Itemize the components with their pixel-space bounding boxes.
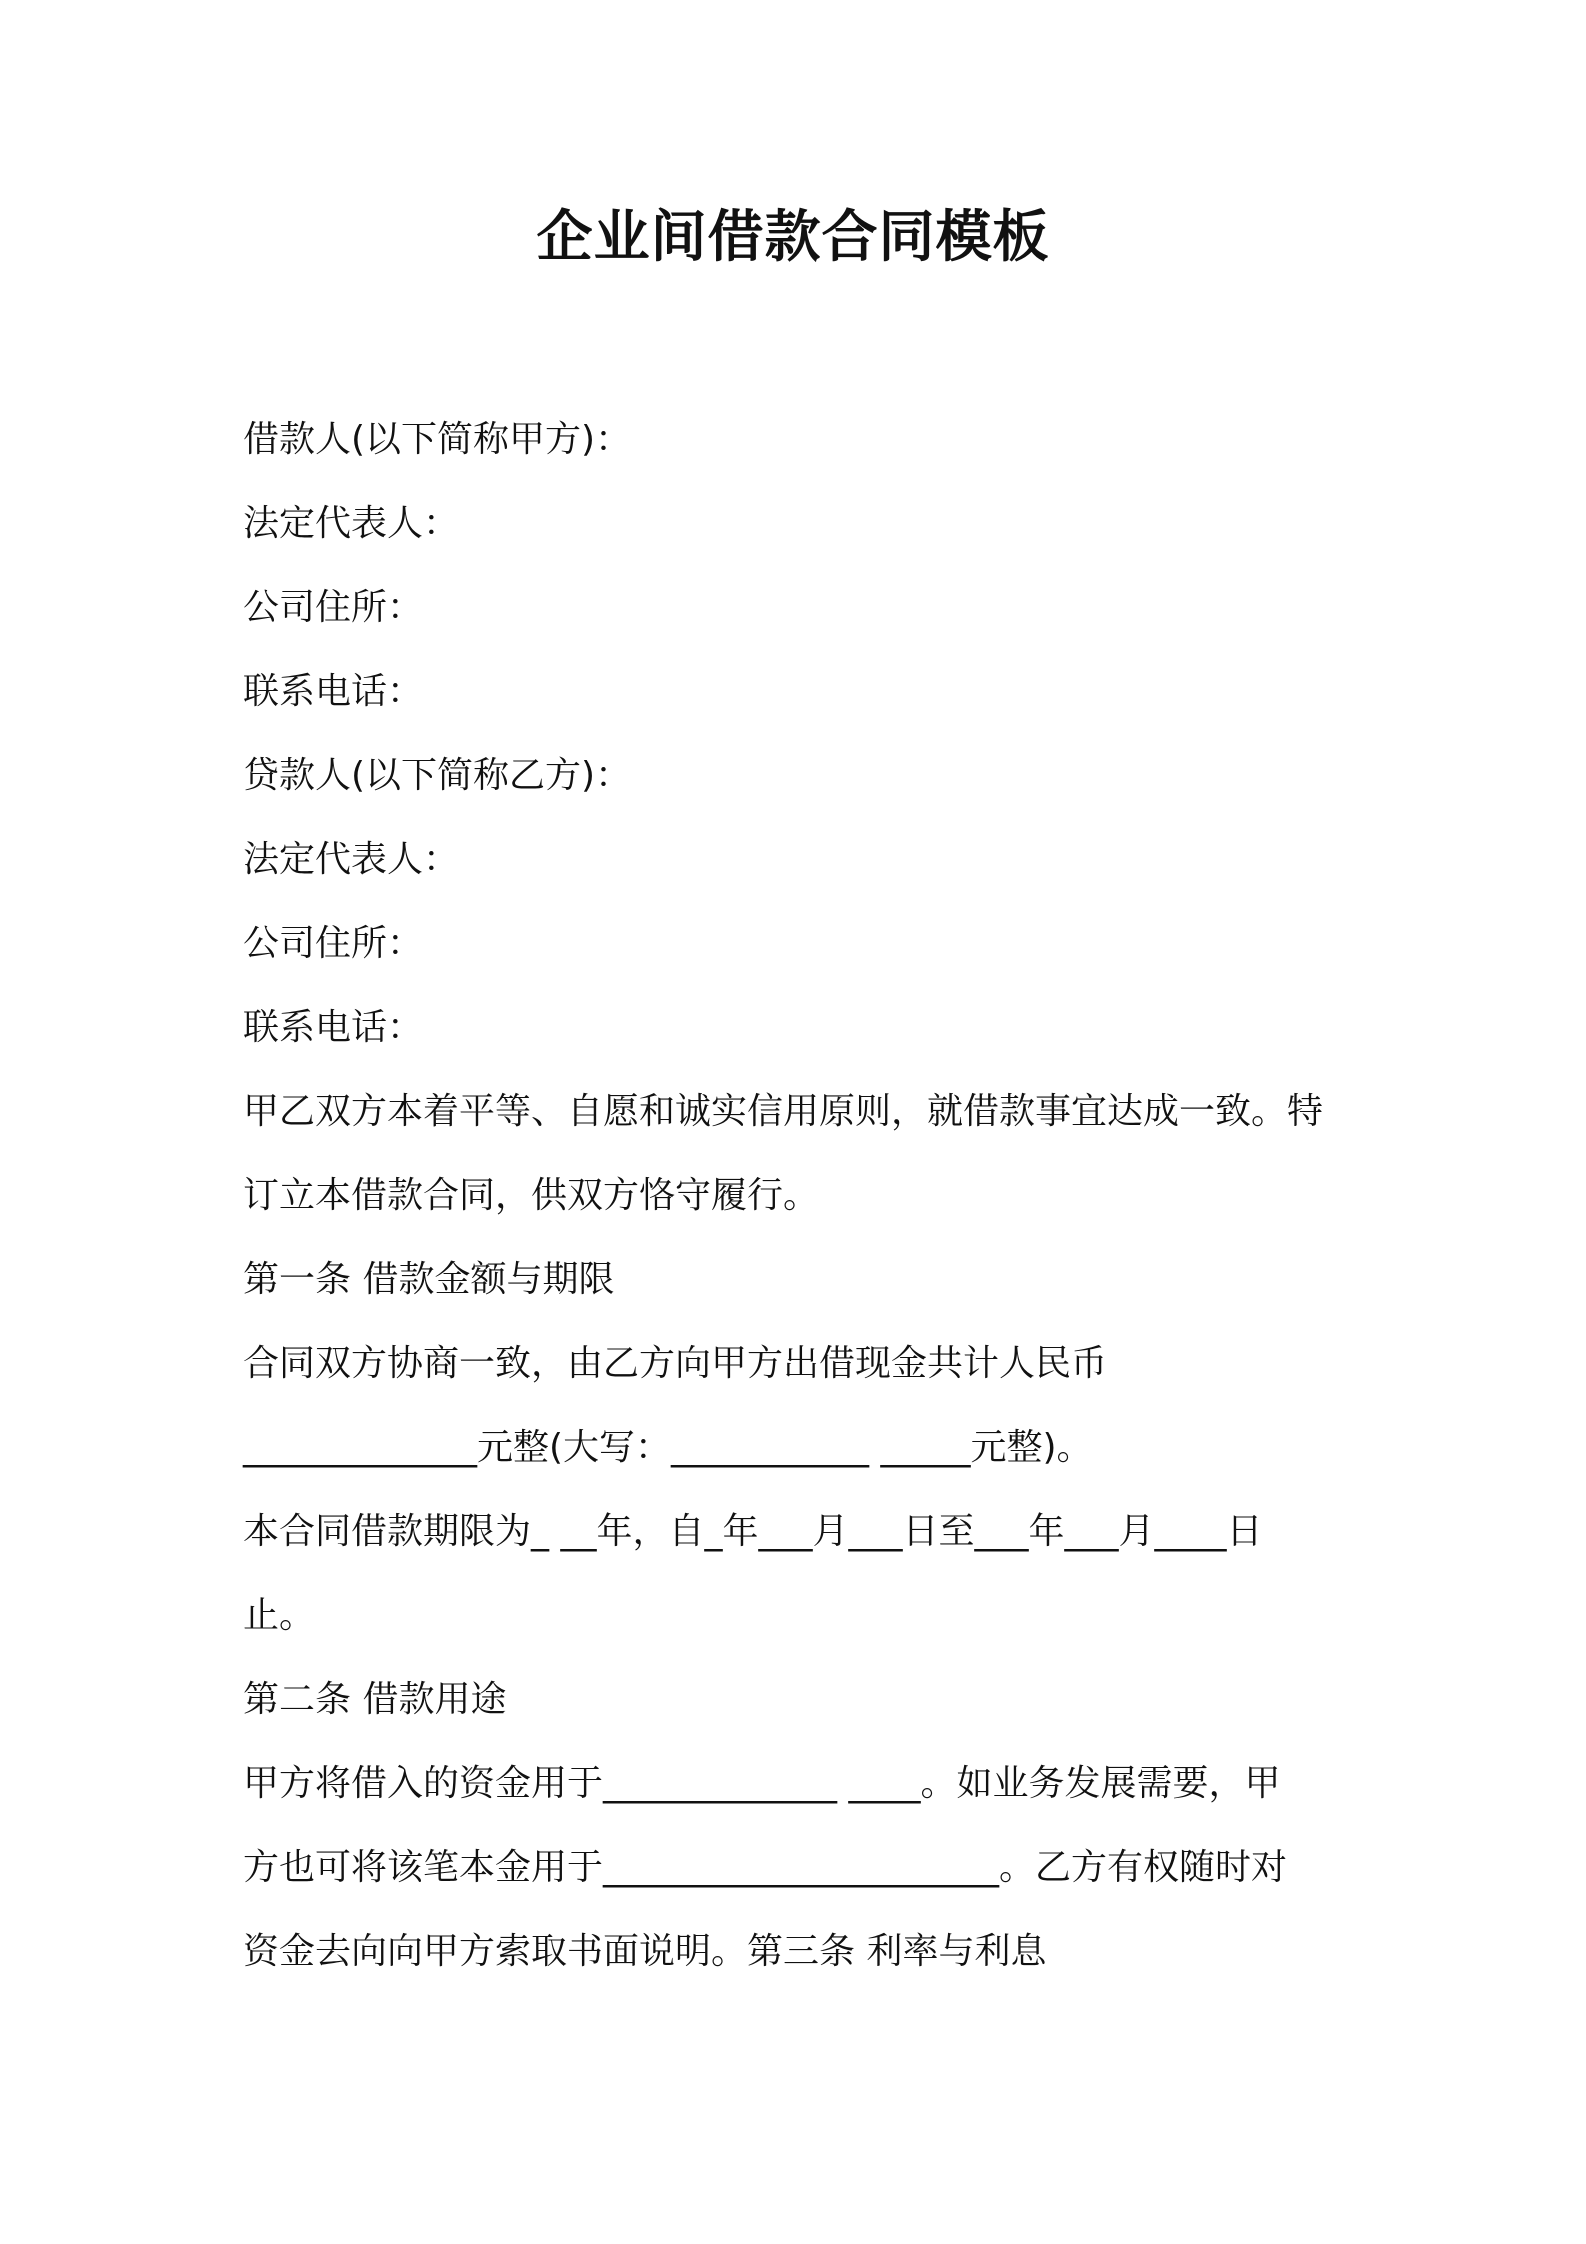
article-2-heading: 第二条 借款用途 — [243, 1679, 507, 1720]
borrower-address-label: 公司住所： — [243, 587, 424, 628]
lender-phone-label: 联系电话： — [243, 1007, 424, 1048]
document-body — [243, 398, 1363, 1994]
article-2-line-3: 资金去向向甲方索取书面说明。第三条 利率与利息 — [243, 1931, 1047, 1972]
lender-legal-rep-label: 法定代表人： — [243, 839, 460, 880]
borrower-legal-rep-label: 法定代表人： — [243, 503, 460, 544]
lender-address-label: 公司住所： — [243, 923, 424, 964]
article-1-line-1: 合同双方协商一致，由乙方向甲方出借现金共计人民币 — [243, 1343, 1108, 1384]
article-2-line-2: 方也可将该笔本金用于______________________。乙方有权随时对 — [243, 1847, 1288, 1888]
article-1-term-line: 本合同借款期限为_ __年，自_年___月___日至___年___月____日 — [243, 1511, 1263, 1552]
preamble-line-1: 甲乙双方本着平等、自愿和诚实信用原则，就借款事宜达成一致。特 — [243, 1091, 1324, 1132]
article-1-term-end: 止。 — [243, 1595, 316, 1636]
article-1-amount-line: _____________元整(大写：___________ _____元整)。 — [243, 1427, 1093, 1468]
document-title: 企业间借款合同模板 — [536, 205, 1050, 270]
borrower-phone-label: 联系电话： — [243, 671, 424, 712]
article-1-heading: 第一条 借款金额与期限 — [243, 1259, 615, 1300]
article-2-line-1: 甲方将借入的资金用于_____________ ____。如业务发展需要，甲 — [243, 1763, 1281, 1804]
preamble-line-2: 订立本借款合同，供双方恪守履行。 — [243, 1175, 820, 1216]
borrower-label: 借款人(以下简称甲方)： — [243, 419, 632, 460]
lender-label: 贷款人(以下简称乙方)： — [243, 755, 632, 796]
